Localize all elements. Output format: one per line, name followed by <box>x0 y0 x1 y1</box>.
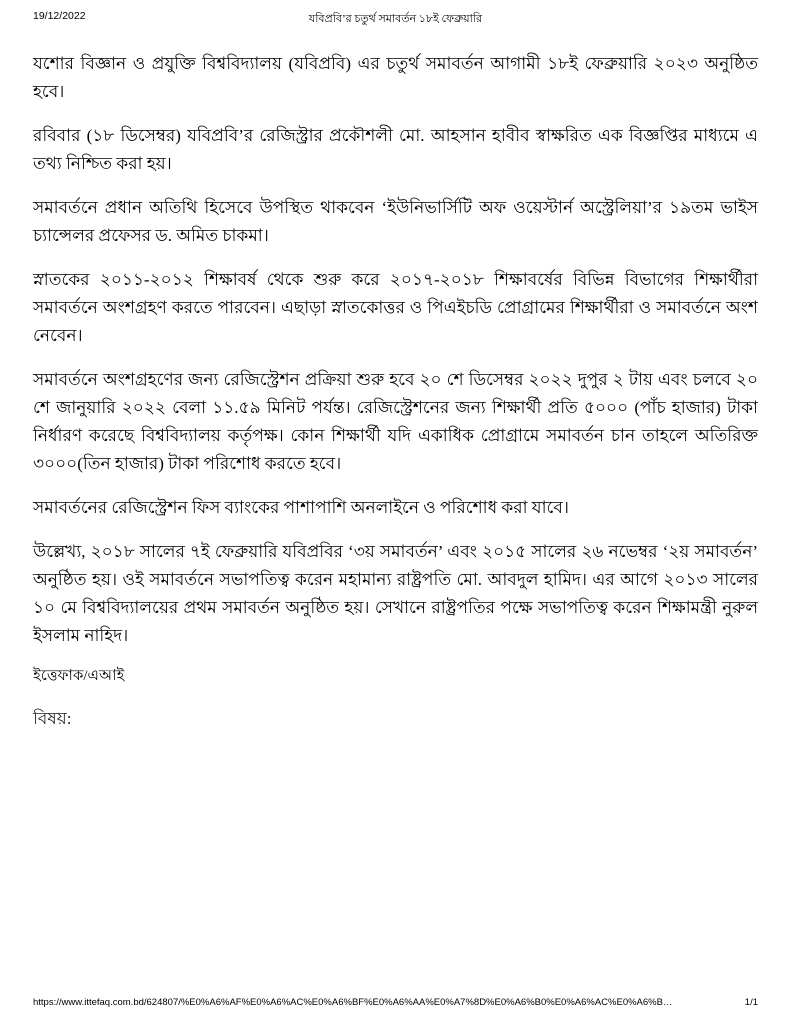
article-paragraph: সমাবর্তনের রেজিস্ট্রেশন ফিস ব্যাংকের পাশাপাশি অনলাইনে ও পরিশোধ করা যাবে। <box>33 498 569 517</box>
article-paragraph: সমাবর্তনে প্রধান অতিথি হিসেবে উপস্থিত থাকবেন ‘ইউনিভার্সিটি অফ ওয়েস্টার্ন অস্ট্রেলিয়া’র ১৯তম ভাইস চ্যান্সেলর প্রফেসর ড. অমিত চাকমা। <box>33 198 758 245</box>
print-header-title: যবিপ্রবি’র চতুর্থ সমাবর্তন ১৮ই ফেব্রুয়ারি <box>308 13 483 25</box>
article-paragraph: উল্লেখ্য, ২০১৮ সালের ৭ই ফেব্রুয়ারি যবিপ্রবির ‘৩য় সমাবর্তন’ এবং ২০১৫ সালের ২৬ নভেম্বর ‘২য় সমাবর্তন’ অনুষ্ঠিত হয়। ওই সমাবর্তনে সভাপতিত্ব করেন মহামান্য রাষ্ট্রপতি মো. আবদুল হামিদ। এর আগে ২০১৩ সালের ১০ মে বিশ্ববিদ্যালয়ের প্রথম সমাবর্তন অনুষ্ঠিত হয়। সেখানে রাষ্ট্রপতির পক্ষে সভাপতিত্ব করেন শিক্ষামন্ত্রী নুরুল ইসলাম নাহিদ। <box>33 542 758 645</box>
article-paragraph: যশোর বিজ্ঞান ও প্রযুক্তি বিশ্ববিদ্যালয় (যবিপ্রবি) এর চতুর্থ সমাবর্তন আগামী ১৮ই ফেব্রুয়ারি ২০২৩ অনুষ্ঠিত হবে। <box>33 54 758 101</box>
article-paragraph: স্নাতকের ২০১১-২০১২ শিক্ষাবর্ষ থেকে শুরু করে ২০১৭-২০১৮ শিক্ষাবর্ষের বিভিন্ন বিভাগের শিক্ষার্থীরা সমাবর্তনে অংশগ্রহণ করতে পারবেন। এছাড়া স্নাতকোত্তর ও পিএইচডি প্রোগ্রামের শিক্ষার্থীরা ও সমাবর্তনে অংশ নেবেন। <box>33 270 758 345</box>
footer-url: https://www.ittefaq.com.bd/624807/%E0%A6%AF%E0%A6%AC%E0%A6%BF%E0%A6%AA%E0%A7%8D%E0%A6%B0%E0%A6%AC%E0%A6%B… <box>33 997 673 1008</box>
article-byline: ইত্তেফাক/এআই <box>33 668 125 684</box>
print-footer <box>33 997 758 1008</box>
topic-label: বিষয়: <box>33 709 72 728</box>
print-date: 19/12/2022 <box>33 10 86 22</box>
article-paragraph: সমাবর্তনে অংশগ্রহণের জন্য রেজিস্ট্রেশন প্রক্রিয়া শুরু হবে ২০ শে ডিসেম্বর ২০২২ দুপুর ২ টায় এবং চলবে ২০ শে জানুয়ারি ২০২২ বেলা ১১.৫৯ মিনিট পর্যন্ত। রেজিস্ট্রেশনের জন্য শিক্ষার্থী প্রতি ৫০০০ (পাঁচ হাজার) টাকা নির্ধারণ করেছে বিশ্ববিদ্যালয় কর্তৃপক্ষ। কোন শিক্ষার্থী যদি একাধিক প্রোগ্রামে সমাবর্তন চান তাহলে অতিরিক্ত ৩০০০(তিন হাজার) টাকা পরিশোধ করতে হবে। <box>33 370 758 473</box>
article-paragraph: রবিবার (১৮ ডিসেম্বর) যবিপ্রবি’র রেজিস্ট্রার প্রকৌশলী মো. আহসান হাবীব স্বাক্ষরিত এক বিজ্ঞপ্তির মাধ্যমে এ তথ্য নিশ্চিত করা হয়। <box>33 126 758 173</box>
article-body <box>0 26 791 732</box>
print-header <box>0 0 791 26</box>
page-indicator: 1/1 <box>744 997 758 1008</box>
